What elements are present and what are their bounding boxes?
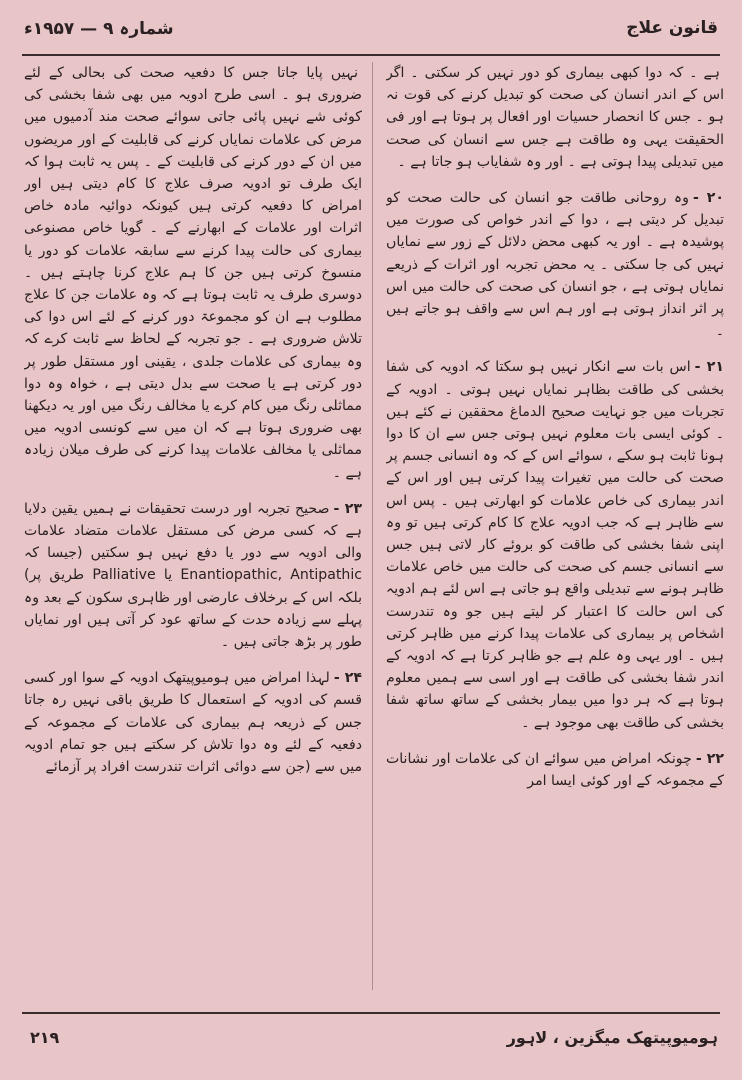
paragraph: ۲۱ -اس بات سے انکار نہیں ہو سکتا کہ ادویہ کی شفا بخشی کی طاقت بظاہر نمایاں نہیں ہوتی ۔ ادویہ کے تجربات میں جو نہایت صحیح الدماغ محققین نے کئے ہیں ۔ کوئی ایسی بات معلوم نہیں ہوتی جس سے ان کا دوا ہونا ثابت ہو سکے ، سوائے اس کے کہ وہ انسانی جسم پر صحت کی حالت میں تغیرات پیدا کرتی ہیں اور اس کے اندر بیماری کی خاص علامات کو ابھارتی ہیں ۔ پس اس سے ظاہر ہے کہ جب ادویہ علاج کا کام کرتی ہیں تو وہ اپنی شفا بخشی کی طاقت کو بروئے کار لاتی ہیں جس سے انسانی جسم کی صحت کی حالت میں خاص علامات ظاہر ہونے سے تبدیلی واقع ہو جاتی ہے اس لئے ہم ادویہ کی اس حالت کا اعتبار کر لیتے ہیں جو وہ تندرست اشخاص پر بیماری کی علامات پیدا کرنے میں ظاہر کرتی ہیں ۔ اور یہی وہ علم ہے جو ظاہر کرتا ہے کہ ادویہ کے اندر شفا بخشی کی طاقت ہے اور اسی سے ہمیں معلوم ہوتا ہے کہ ہر دوا میں بیمار بخشی کے ساتھ ساتھ شفا بخشی کی طاقت بھی موجود ہے ۔ <box>386 359 724 731</box>
paragraph: نہیں پایا جاتا جس کا دفعیہ صحت کی بحالی کے لئے ضروری ہو ۔ اسی طرح ادویہ میں بھی شفا بخشی کی کوئی شے نہیں پائی جاتی سوائے صحت مند آدمیوں میں مرض کی علامات نمایاں کرنے کی قابلیت کے اور مریضوں میں ان کے دور کرنے کی قابلیت کے ۔ پس یہ ثابت ہوا کہ ایک طرف تو ادویہ صرف علاج کا کام دیتی ہیں اور امراض کا دفعیہ کرتی ہیں کیونکہ دوائیہ مادہ خاص اثرات اور علامات کے ابھارنے کے ۔ گویا خاص مصنوعی بیماری کی حالت پیدا کرنے سے سابقہ علامات کو دور یا منسوخ کرتی ہیں جن کا ہم علاج کرنا چاہتے ہیں ۔ دوسری طرف یہ ثابت ہوتا ہے کہ وہ علامات جن کا علاج مطلوب ہے ان کو مجموعۃ دور کرنے کے لئے اس دوا کی تلاش ضروری ہے ۔ جو تجربہ کے لحاظ سے ثابت کرے کہ وہ بیماری کی علامات جلدی ، یقینی اور مستقل طور پر دور کرتی ہے یا صحت سے بدل دیتی ہے ، خواہ وہ دوا مماثلی رنگ میں کام کرے یا مخالف رنگ میں اور یہ دیکھنا بھی ضروری ہوتا ہے کہ ان میں سے کونسی ادویہ میں مماثلی یا مخالف علامات پیدا کرنے کی طرف میلان زیادہ ہے ۔ <box>24 65 362 481</box>
paragraph: ۲۳ -صحیح تجربہ اور درست تحقیقات نے ہمیں یقین دلایا ہے کہ کسی مرض کی مستقل علامات متضاد علامات والی ادویہ سے دور یا دفع نہیں ہو سکتیں (جیسا کہ Enantiopathic, Antipathic یا Palliative طریق پر) بلکہ اس کے برخلاف عارضی اور ظاہری سکون کے بعد وہ پہلے سے زیادہ حدت کے ساتھ عود کر آتی ہیں اور نمایاں طور پر بڑھ جاتی ہیں ۔ <box>24 500 362 651</box>
issue-label: شمارہ ۹ — ۱۹۵۷ء <box>24 19 174 39</box>
paragraph: ۲۴ -لہذا امراض میں ہومیوپیتھک ادویہ کے سوا اور کسی قسم کی ادویہ کے استعمال کا طریق باقی نہیں رہ جاتا جس کے ذریعہ ہم بیماری کی علامات کے مجموعہ کے دفعیہ کے لئے وہ دوا تلاش کر سکتے ہیں جو تمام ادویہ میں سے (جن سے دوائی اثرات تندرست افراد پر آزمائے <box>24 670 362 776</box>
paragraph: ۲۲ -چونکہ امراض میں سوائے ان کی علامات اور نشانات کے مجموعہ کے اور کوئی ایسا امر <box>386 750 724 790</box>
paragraph: ۲۰ -وہ روحانی طاقت جو انسان کی حالت صحت کو تبدیل کر دیتی ہے ، دوا کے اندر خواص کی صورت میں پوشیدہ ہے ۔ اور یہ کبھی محض دلائل کے زور سے نمایاں نہیں کی جا سکتی ۔ یہ محض تجربہ اور اثرات کے ذریعے نمایاں ہوتی ہے ، جو انسان کی صحت کی حالت میں اس پر اثر انداز ہوتی ہے اور ہم اس سے واقف ہو جاتے ہیں ۔ <box>386 190 724 340</box>
right-column <box>386 62 724 1010</box>
column-divider <box>372 62 373 990</box>
page-header <box>22 10 720 56</box>
page-number: ۲۱۹ <box>30 1028 60 1047</box>
paragraph: ہے ۔ کہ دوا کبھی بیماری کو دور نہیں کر سکتی ۔ اگر اس کے اندر انسان کی صحت کو تبدیل کرنے کی قوت نہ ہو ۔ جس کا انحصار حسیات اور افعال پر ہوتا ہے اور فی الحقیقت یہی وہ طاقت ہے جس سے انسان کی صحت میں تبدیلی پیدا ہوتی ہے ۔ اور وہ شفایاب ہو جاتا ہے ۔ <box>386 65 724 170</box>
left-column <box>24 62 362 1010</box>
running-title: قانون علاج <box>626 18 718 38</box>
page-footer <box>22 1012 720 1060</box>
publication-name: ہومیوپیتھک میگزین ، لاہور <box>506 1028 718 1047</box>
